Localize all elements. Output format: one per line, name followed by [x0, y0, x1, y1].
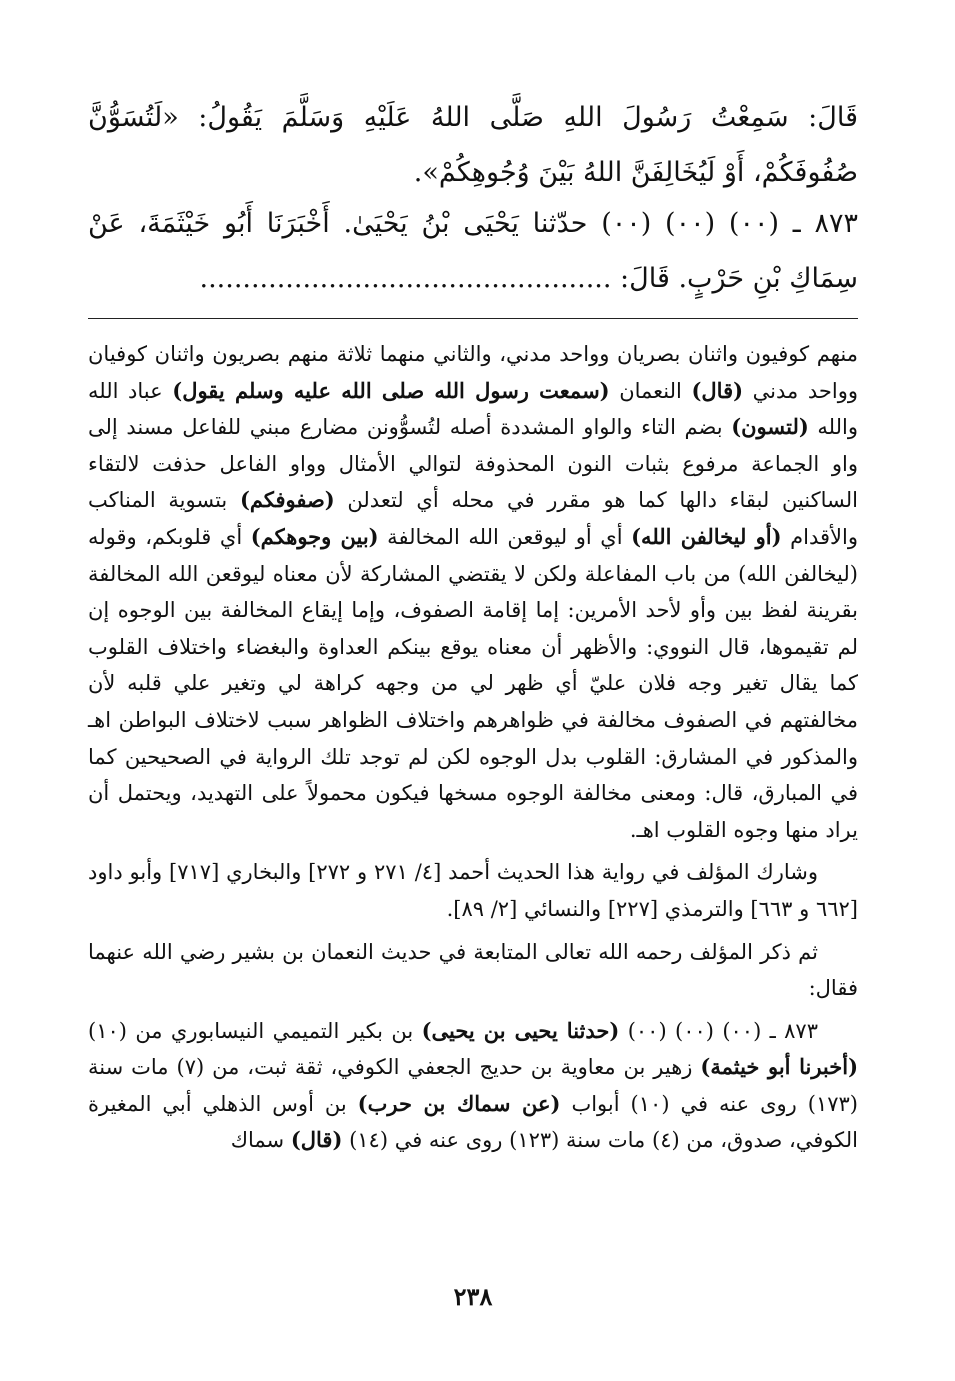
commentary-text: النعمان: [609, 378, 692, 403]
quoted-term: (سمعت رسول الله صلى الله عليه وسلم يقول): [172, 377, 610, 403]
hadith-text-2: ٨٧٣ ـ (٠٠) (٠٠) (٠٠) حدّثنا يَحْيَى بْنُ يَحْيَىٰ. أَخْبَرَنَا أَبُو خَيْثَمَةَ، عَنْ سِمَاكِ بْنِ حَرْبٍ. قَالَ: ................................................: [88, 208, 859, 294]
footnote-divider: [88, 318, 858, 319]
quoted-term: (قال): [691, 377, 744, 403]
commentary-text: ٨٧٣ ـ (٠٠) (٠٠) (٠٠): [619, 1018, 818, 1043]
commentary-text: منهم كوفيون واثنان بصريان وواحد مدني، والثاني منهما ثلاثة منهم بصريون واثنان كوفيان وواحد مدني: [88, 342, 859, 403]
quoted-term: (بين وجوهكم): [250, 523, 379, 549]
commentary-paragraph-1: [88, 336, 858, 848]
quoted-term: (عن سماك بن حرب): [357, 1090, 561, 1116]
commentary-block: [88, 336, 858, 1159]
commentary-text: عباد الله والله: [88, 378, 858, 440]
quoted-term: (صفوفكم): [239, 487, 335, 513]
commentary-paragraph-4: [88, 1013, 858, 1159]
commentary-text: بن بكير التميمي النيسابوري من (١٠): [88, 1018, 422, 1043]
commentary-text: بضم التاء والواو المشددة أصله لتُسوُّونن مضارع مبني للفاعل مسند إلى واو الجماعة مرفوع بثبات النون المحذوفة لتوالي الأمثال وواو الفاعل حذفت لالتقاء الساكنين لبقاء دالها كما هو مقرر في محله أي لتعدلن: [88, 415, 858, 513]
quoted-term: (لتسون): [731, 414, 809, 440]
page: [88, 0, 858, 1381]
quoted-term: (حدثنا يحيى بن يحيى): [421, 1017, 620, 1043]
quoted-term: (أخبرنا أبو خيثمة): [700, 1054, 859, 1080]
commentary-text: سماك: [230, 1128, 291, 1153]
commentary-text: بتسوية المناكب والأقدام: [88, 488, 858, 549]
commentary-paragraph-2: وشارك المؤلف في رواية هذا الحديث أحمد [٤/ ٢٧١ و ٢٧٢] والبخاري [٧١٧] وأبو داود [٦٦٢ و ٦٦٣] والترمذي [٢٢٧] والنسائي [٢/ ٨٩].: [88, 860, 858, 921]
commentary-text: أي قلوبكم، وقوله (ليخالفن الله) من باب المفاعلة ولكن لا يقتضي المشاركة لأن معناه ليوقعن الله المخالفة بقرينة لفظ بين وأو لأحد الأمرين: إما إقامة الصفوف، وإما إيقاع المخالفة بين الوجوه إن لم تقيموها، قال النووي: والأظهر أن معناه يوقع بينكم العداوة والبغضاء واختلاف القلوب كما يقال تغير وجه فلان عليّ أي ظهر لي من وجهه كراهة لي وتغير علي قلبه لأن مخالفتهم في الصفوف مخالفة في ظواهرهم واختلاف الظواهر سبب لاختلاف البواطن اهـ والمذكور في المشارق: القلوب بدل الوجوه لكن لم توجد تلك الرواية في الصحيحين كما في المبارق، قال: ومعنى مخالفة الوجوه مسخها فيكون محمولاً على التهديد، ويحتمل أن يراد منها وجوه القلوب اهـ.: [88, 524, 858, 842]
quoted-term: (أو ليخالفن الله): [631, 523, 782, 549]
quoted-term: (قال): [290, 1127, 343, 1153]
page-number: ٢٣٨: [453, 1282, 493, 1311]
hadith-text-1: قَالَ: سَمِعْتُ رَسُولَ اللهِ صَلَّى اللهُ عَلَيْهِ وَسَلَّمَ يَقُولُ: «لَتُسَوُّنَّ صُفُوفَكُمْ، أَوْ لَيُخَالِفَنَّ اللهُ بَيْنَ وُجُوهِكُمْ».: [88, 102, 858, 188]
commentary-text: زهير بن معاوية بن حديج الجعفي الكوفي، ثقة ثبت، من (٧) مات سنة (١٧٣) روى عنه في (١٠) أبواب: [88, 1055, 858, 1116]
commentary-text: بن أوس الذهلي أبي المغيرة الكوفي، صدوق، من (٤) مات سنة (١٢٣) روى عنه في (١٤): [88, 1091, 858, 1153]
commentary-paragraph-3: ثم ذكر المؤلف رحمه الله تعالى المتابعة في حديث النعمان بن بشير رضي الله عنهما فقال:: [88, 939, 858, 1001]
commentary-text: أي أو ليوقعن الله المخالفة: [378, 524, 632, 549]
